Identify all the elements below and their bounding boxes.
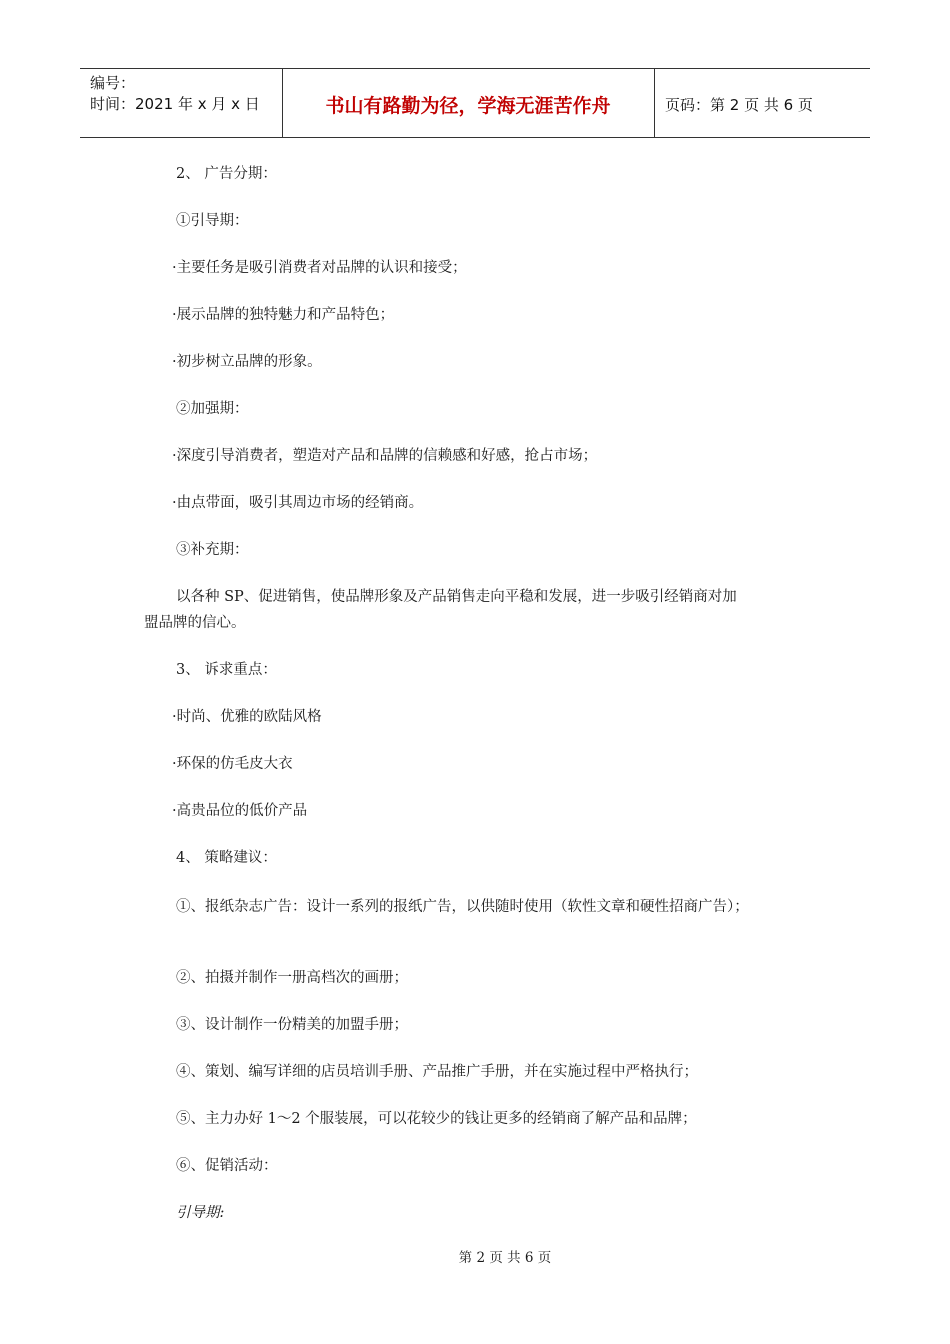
body-line: ·初步树立品牌的形象。 (172, 354, 322, 370)
body-line: ②、拍摄并制作一册高档次的画册； (176, 970, 408, 986)
body-line: 盟品牌的信心。 (144, 615, 246, 631)
body-line: ③补充期： (176, 542, 249, 558)
body-line: 以各种 SP、促进销售，使品牌形象及产品销售走向平稳和发展，进一步吸引经销商对加 (176, 589, 737, 605)
header-page-code: 页码：第 2 页 共 6 页 (665, 96, 813, 114)
body-line: ·时尚、优雅的欧陆风格 (172, 709, 322, 725)
body-line: ·由点带面，吸引其周边市场的经销商。 (172, 495, 424, 511)
page-footer: 第 2 页 共 6 页 (458, 1250, 552, 1266)
header-motto: 书山有路勤为径，学海无涯苦作舟 (325, 95, 611, 117)
document-header (80, 68, 870, 138)
body-line: ②加强期： (176, 401, 249, 417)
body-line: ③、设计制作一份精美的加盟手册； (176, 1017, 408, 1033)
body-line: 2、 广告分期： (176, 166, 277, 182)
body-line: ·环保的仿毛皮大衣 (172, 756, 293, 772)
body-line: ·展示品牌的独特魅力和产品特色； (172, 307, 395, 323)
body-line: 引导期: (176, 1205, 225, 1221)
body-line: 4、 策略建议： (176, 850, 277, 866)
date-label: 时间：2021 年 x 月 x 日 (90, 95, 260, 113)
body-line: ④、策划、编写详细的店员培训手册、产品推广手册，并在实施过程中严格执行； (176, 1064, 698, 1080)
body-line: ·高贵品位的低价产品 (172, 803, 308, 819)
body-line: ①、报纸杂志广告：设计一系列的报纸广告，以供随时使用（软性文章和硬性招商广告）； (176, 899, 749, 915)
body-line: ⑥、促销活动： (176, 1158, 278, 1174)
number-label: 编号： (90, 74, 136, 92)
body-line: ①引导期： (176, 213, 249, 229)
body-line: ⑤、主力办好 1～2 个服装展，可以花较少的钱让更多的经销商了解产品和品牌； (176, 1111, 697, 1127)
body-line: ·主要任务是吸引消费者对品牌的认识和接受； (172, 260, 467, 276)
body-line: 3、 诉求重点： (176, 662, 277, 678)
header-meta-cell (80, 69, 283, 137)
header-page-cell (655, 69, 870, 137)
header-motto-cell (282, 69, 655, 137)
body-line: ·深度引导消费者，塑造对产品和品牌的信赖感和好感，抢占市场； (172, 448, 598, 464)
